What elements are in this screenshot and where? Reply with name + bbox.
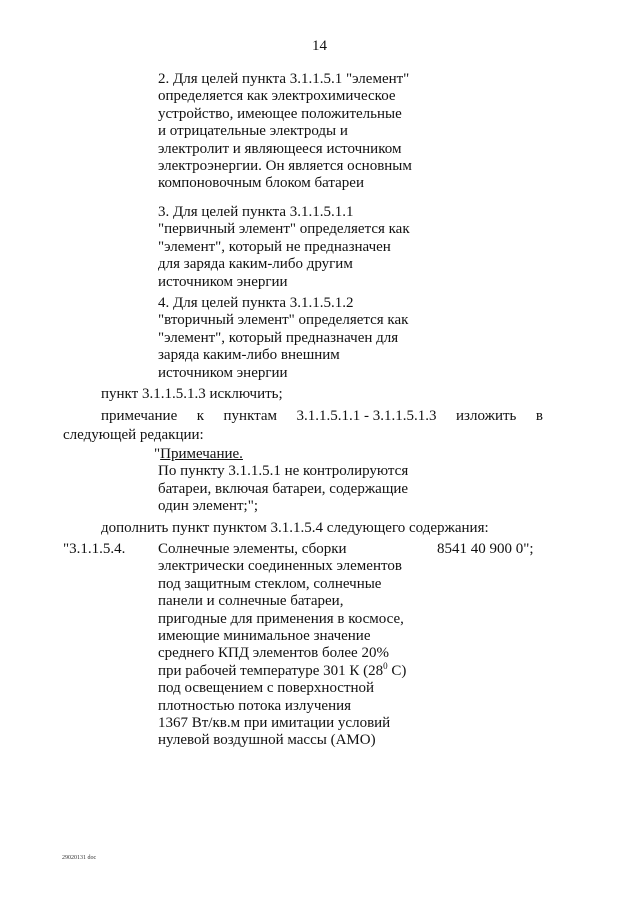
text-line: имеющие минимальное значение [158,628,371,645]
text-line: среднего КПД элементов более 20% [158,645,389,662]
quote-mark: " [154,446,161,462]
text-line: и отрицательные электроды и [158,123,348,140]
text-line: компоновочным блоком батареи [158,175,364,192]
temp-suffix: С) [387,662,407,679]
justified-word: 3.1.1.5.1.1 - 3.1.1.5.1.3 [296,408,437,424]
text-line: под защитным стеклом, солнечные [158,575,382,592]
text-line: "элемент", который не предназначен [158,238,391,255]
note-instruction-continuation: следующей редакции: [63,427,204,443]
justified-word: пунктам [223,408,278,424]
note-title-line [154,446,408,463]
justified-word: к [196,408,205,424]
add-instruction: дополнить пункт пунктом 3.1.1.5.4 следующего содержания: [101,520,489,536]
temp-prefix: при рабочей температуре 301 К (28 [158,662,384,679]
text-line: панели и солнечные батареи, [158,593,344,610]
page-number: 14 [312,38,327,54]
justified-word: изложить [456,408,517,424]
text-line: электролит и являющееся источником [158,140,402,157]
text-line: заряда каким-либо внешним [158,347,340,364]
text-line: определяется как электрохимическое [158,88,396,105]
temp-superscript: 0 [383,660,388,671]
text-line: нулевой воздушной массы (АМО) [158,732,376,749]
text-line: для заряда каким-либо другим [158,256,353,273]
text-line: источником энергии [158,273,288,290]
note-block [154,446,408,516]
footer-doc-code: 29020131 doc [62,855,97,861]
justified-word: в [535,408,543,424]
text-line: источником энергии [158,364,288,381]
definition-item-element [158,71,412,193]
temperature-line [158,660,407,680]
text-line: электроэнергии. Он является основным [158,158,412,175]
text-line: электрически соединенных элементов [158,558,402,575]
definition-item-primary-cell [158,204,410,291]
definition-item-secondary-cell [158,295,408,382]
entry-code: 8541 40 900 0"; [437,541,534,557]
text-line: пригодные для применения в космосе, [158,610,404,627]
text-line: "элемент", который предназначен для [158,329,399,346]
justified-word: примечание [101,408,178,424]
text-line: батареи, включая батареи, содержащие [158,480,409,497]
entry-description [158,541,406,750]
text-line: 3. Для целей пункта 3.1.1.5.1.1 [158,204,354,220]
text-line: По пункту 3.1.1.5.1 не контролируются [158,463,409,480]
text-line: "первичный элемент" определяется как [158,221,410,238]
note-title: Примечание. [160,446,243,462]
text-line: 2. Для целей пункта 3.1.1.5.1 "элемент" [158,71,410,87]
entry-number: "3.1.1.5.4. [63,541,126,557]
text-line: Солнечные элементы, сборки [158,541,347,557]
exclude-instruction: пункт 3.1.1.5.1.3 исключить; [101,386,283,402]
text-line: 1367 Вт/кв.м при имитации условий [158,715,391,732]
text-line: "вторичный элемент" определяется как [158,312,409,329]
text-line: устройство, имеющее положительные [158,105,402,122]
text-line: 4. Для целей пункта 3.1.1.5.1.2 [158,295,354,311]
text-line: один элемент;"; [158,498,259,515]
text-line: под освещением с поверхностной [158,680,375,697]
note-instruction [101,408,543,425]
text-line: плотностью потока излучения [158,697,352,714]
